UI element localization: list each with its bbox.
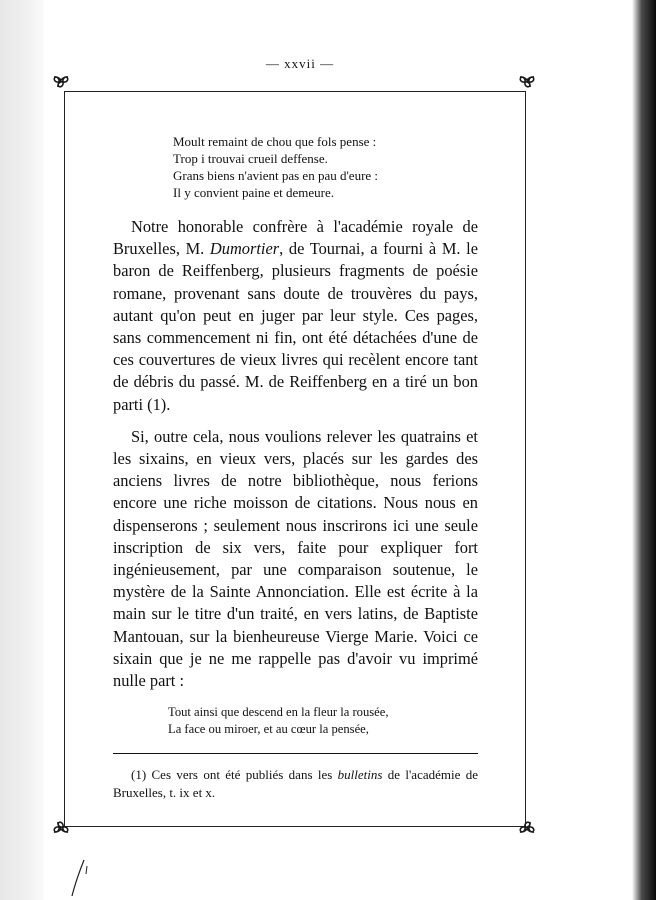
page-body	[113, 133, 478, 802]
paragraph-dumortier	[113, 216, 478, 416]
footnote	[113, 766, 478, 802]
paragraph-text: , de Tournai, a fourni à M. le baron de Reiffenberg, plusieurs fragments de poésie romane, provenant sans doute de trouvères du pays, autant qu'on peut en juger par leur style. Ces pages, sans commencement ni fin, ont été détachées d'une de ces couvertures de vieux livres qui recèlent encore tant de débris du passé. M. de Reiffenberg en a tiré un bon parti (1).	[113, 239, 478, 414]
paragraph-text: Si, outre cela, nous voulions relever les quatrains et les sixains, en vieux vers, placés sur les gardes des anciens livres de notre bibliothèque, nous ferions encore une riche moisson de citations. Nous nous en dispenserons ; seulement nous inscrirons ici une seule inscription de six vers, faite pour expliquer fort ingénieusement, par une comparaison soutenue, le mystère de la Sainte Annonciation. Elle est écrite à la main sur le titre d'un traité, en vers latins, de Baptiste Mantouan, sur la bienheureuse Vierge Marie. Voici ce sixain que je ne me rappelle pas d'avoir vu imprimé nulle part :	[113, 426, 478, 691]
fleuron-icon	[50, 818, 72, 840]
paragraph-text: Notre honorable confrère à l'académie royale de Bruxelles, M.	[113, 217, 478, 259]
verse-line: Tout ainsi que descend en la fleur la rousée,	[168, 705, 389, 720]
page-number: — xxvii —	[265, 56, 335, 71]
verse-line: La face ou miroer, et au cœur la pensée,	[168, 722, 369, 737]
verse-sixain	[168, 704, 478, 738]
verse-line: Trop i trouvai crueil deffense.	[173, 151, 328, 166]
fleuron-icon	[516, 69, 538, 91]
footnote-text: (1) Ces vers ont été publiés dans les	[131, 767, 338, 783]
pen-mark	[60, 858, 100, 898]
footnote-text: de l'académie de Bruxelles, t. ix et x.	[113, 767, 478, 801]
verse-quatrain	[173, 133, 478, 201]
footnote-divider	[113, 753, 478, 754]
verse-line: Il y convient paine et demeure.	[173, 185, 334, 200]
footnote-italic: bulletins	[337, 767, 383, 783]
paragraph-sixain	[113, 426, 478, 692]
person-name: Dumortier	[209, 239, 280, 259]
page-margin-shadow	[0, 0, 44, 900]
fleuron-icon	[50, 69, 72, 91]
verse-line: Moult remaint de chou que fols pense :	[173, 134, 377, 149]
verse-line: Grans biens n'avient pas en pau d'eure :	[173, 168, 379, 183]
page-edge-shadow	[632, 0, 656, 900]
fleuron-icon	[516, 818, 538, 840]
